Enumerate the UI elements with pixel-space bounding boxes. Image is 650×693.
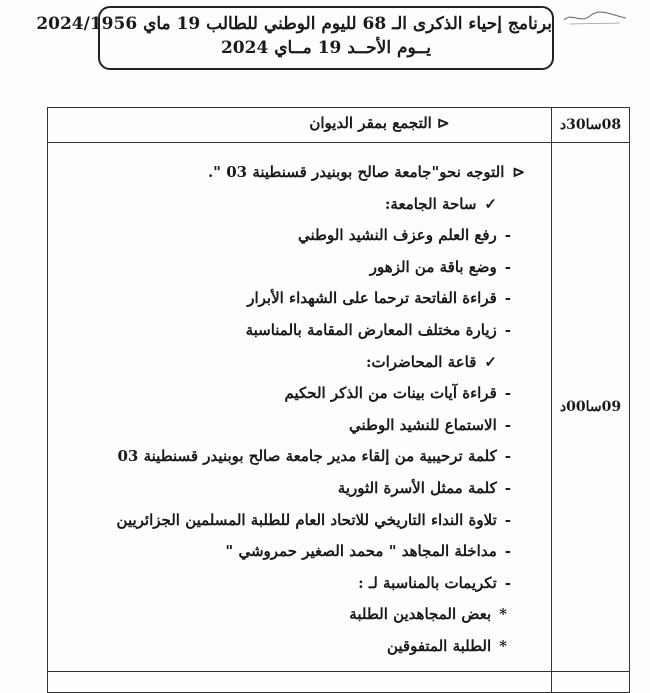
list-item [58, 410, 525, 442]
list-item [58, 599, 525, 631]
list-item-text: رفع العلم وعزف النشيد الوطني [298, 226, 497, 245]
list-marker: - [504, 415, 511, 434]
list-marker: - [504, 384, 511, 403]
time-cell [552, 671, 630, 692]
list-item [58, 473, 525, 505]
list-item [58, 441, 525, 473]
list-item-text: الطلبة المتفوقين [386, 636, 492, 655]
list-item [58, 220, 525, 252]
time-cell: 08سا30د [552, 108, 630, 143]
program-table [47, 107, 630, 693]
activity-cell [48, 108, 552, 143]
table-row [48, 108, 630, 143]
gathering-activity: ⊲ التجمع بمقر الديوان [309, 114, 450, 132]
list-item-text: ساحة الجامعة: [384, 194, 477, 213]
table-row [48, 671, 630, 692]
table-row [48, 143, 630, 672]
program-title: برنامج إحياء الذكرى الـ 68 لليوم الوطني للطالب 19 ماي 2024/1956 [36, 14, 552, 34]
handwritten-mark-icon [560, 8, 630, 28]
checkmark-icon: ✓ [484, 194, 497, 213]
activity-list [48, 143, 551, 671]
list-item [58, 631, 525, 663]
list-item-text: وضع باقة من الزهور [369, 257, 497, 276]
list-marker: * [499, 605, 507, 624]
list-marker: - [504, 573, 511, 592]
program-title-box [36, 6, 554, 70]
arrow-icon: ⊲ [512, 163, 525, 181]
list-marker: * [499, 636, 507, 655]
list-item [58, 283, 525, 315]
list-item [58, 315, 525, 347]
list-marker: - [504, 478, 511, 497]
list-marker: - [504, 289, 511, 308]
list-item [58, 347, 525, 379]
list-item [58, 252, 525, 284]
activity-cell [48, 671, 552, 692]
list-item-text: بعض المجاهدين الطلبة [349, 605, 492, 624]
list-marker: - [504, 226, 511, 245]
list-item-text: قراءة آيات بينات من الذكر الحكيم [284, 384, 497, 403]
list-marker: - [504, 510, 511, 529]
list-marker: - [504, 447, 511, 466]
time-cell: 09سا00د [552, 143, 630, 672]
list-item-text: قراءة الفاتحة ترحما على الشهداء الأبرار [247, 289, 497, 308]
list-item-text: قاعة المحاضرات: [365, 352, 477, 371]
checkmark-icon: ✓ [484, 352, 497, 371]
list-item-text: الاستماع للنشيد الوطني [349, 415, 497, 434]
list-item-text: تكريمات بالمناسبة لـ : [358, 573, 497, 592]
list-marker: - [504, 542, 511, 561]
list-item-text: كلمة ممثل الأسرة الثورية [337, 478, 497, 497]
list-item-text: التوجه نحو"جامعة صالح بوبنيدر قسنطينة 03 ". [207, 163, 505, 181]
list-item [58, 189, 525, 221]
list-item-text: كلمة ترحيبية من إلقاء مدير جامعة صالح بوبنيدر قسنطينة 03 [117, 447, 497, 466]
list-item-text: تلاوة النداء التاريخي للاتحاد العام للطلبة المسلمين الجزائريين [116, 510, 497, 529]
list-item-text: زيارة مختلف المعارض المقامة بالمناسبة [245, 320, 497, 339]
list-item [58, 536, 525, 568]
list-marker: - [504, 257, 511, 276]
list-item [58, 568, 525, 600]
list-item [58, 505, 525, 537]
program-date: يــوم الأحــد 19 مــاي 2024 [220, 38, 432, 58]
list-marker: - [504, 320, 511, 339]
activity-cell [48, 143, 552, 672]
list-item [58, 378, 525, 410]
list-item [58, 157, 525, 189]
list-item-text: مداخلة المجاهد " محمد الصغير حمروشي " [225, 542, 497, 561]
